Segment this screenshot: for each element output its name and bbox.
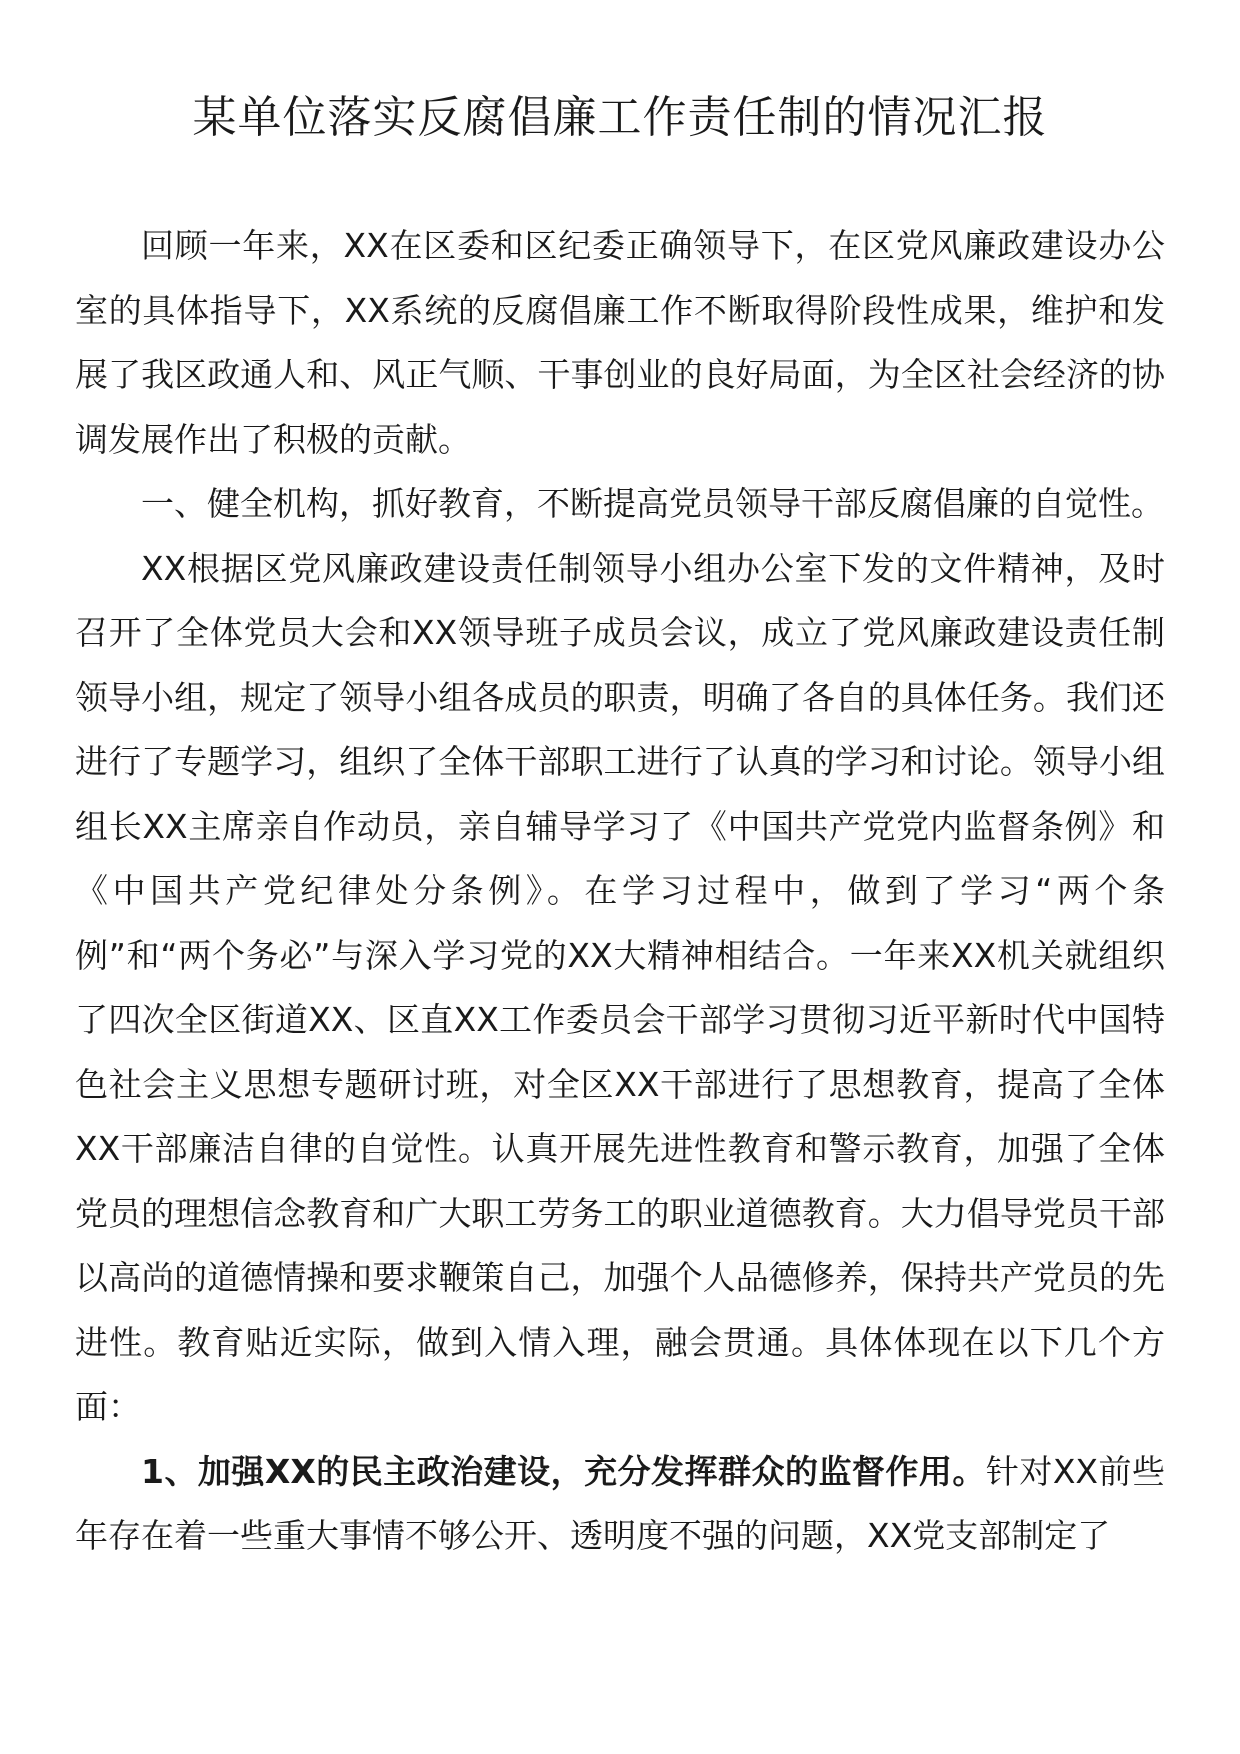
paragraph-section-1-body: XX根据区党风廉政建设责任制领导小组办公室下发的文件精神，及时召开了全体党员大会和XX领导班子成员会议，成立了党风廉政建设责任制领导小组，规定了领导小组各成员的职责，明确了各自的具体任务。我们还进行了专题学习，组织了全体干部职工进行了认真的学习和讨论。领导小组组长XX主席亲自作动员，亲自辅导学习了《中国共产党党内监督条例》和《中国共产党纪律处分条例》。在学习过程中，做到了学习“两个条例”和“两个务必”与深入学习党的XX大精神相结合。一年来XX机关就组织了四次全区街道XX、区直XX工作委员会干部学习贯彻习近平新时代中国特色社会主义思想专题研讨班，对全区XX干部进行了思想教育，提高了全体XX干部廉洁自律的自觉性。认真开展先进性教育和警示教育，加强了全体党员的理想信念教育和广大职工劳务工的职业道德教育。大力倡导党员干部以高尚的道德情操和要求鞭策自己，加强个人品德修养，保持共产党员的先进性。教育贴近实际，做到入情入理，融会贯通。具体体现在以下几个方面： bbox=[75, 548, 1165, 1426]
subsection-1-heading: 1、加强XX的民主政治建设，充分发挥群众的监督作用。 bbox=[141, 1451, 986, 1491]
document-page bbox=[75, 0, 1165, 1754]
section-heading-1: 一、健全机构，抓好教育，不断提高党员领导干部反腐倡廉的自觉性。 bbox=[141, 484, 1164, 523]
document-title: 某单位落实反腐倡廉工作责任制的情况汇报 bbox=[192, 92, 1048, 143]
paragraph-intro: 回顾一年来，XX在区委和区纪委正确领导下，在区党风廉政建设办公室的具体指导下，XX系统的反腐倡廉工作不断取得阶段性成果，维护和发展了我区政通人和、风正气顺、干事创业的良好局面，为全区社会经济的协调发展作出了积极的贡献。 bbox=[75, 226, 1165, 459]
subsection-1-text: 针对XX前些年存在着一些重大事情不够公开、透明度不强的问题，XX党支部制定了 bbox=[75, 1451, 1165, 1555]
paragraph-subsection-1 bbox=[75, 1440, 1165, 1569]
document-body bbox=[75, 214, 1165, 1569]
